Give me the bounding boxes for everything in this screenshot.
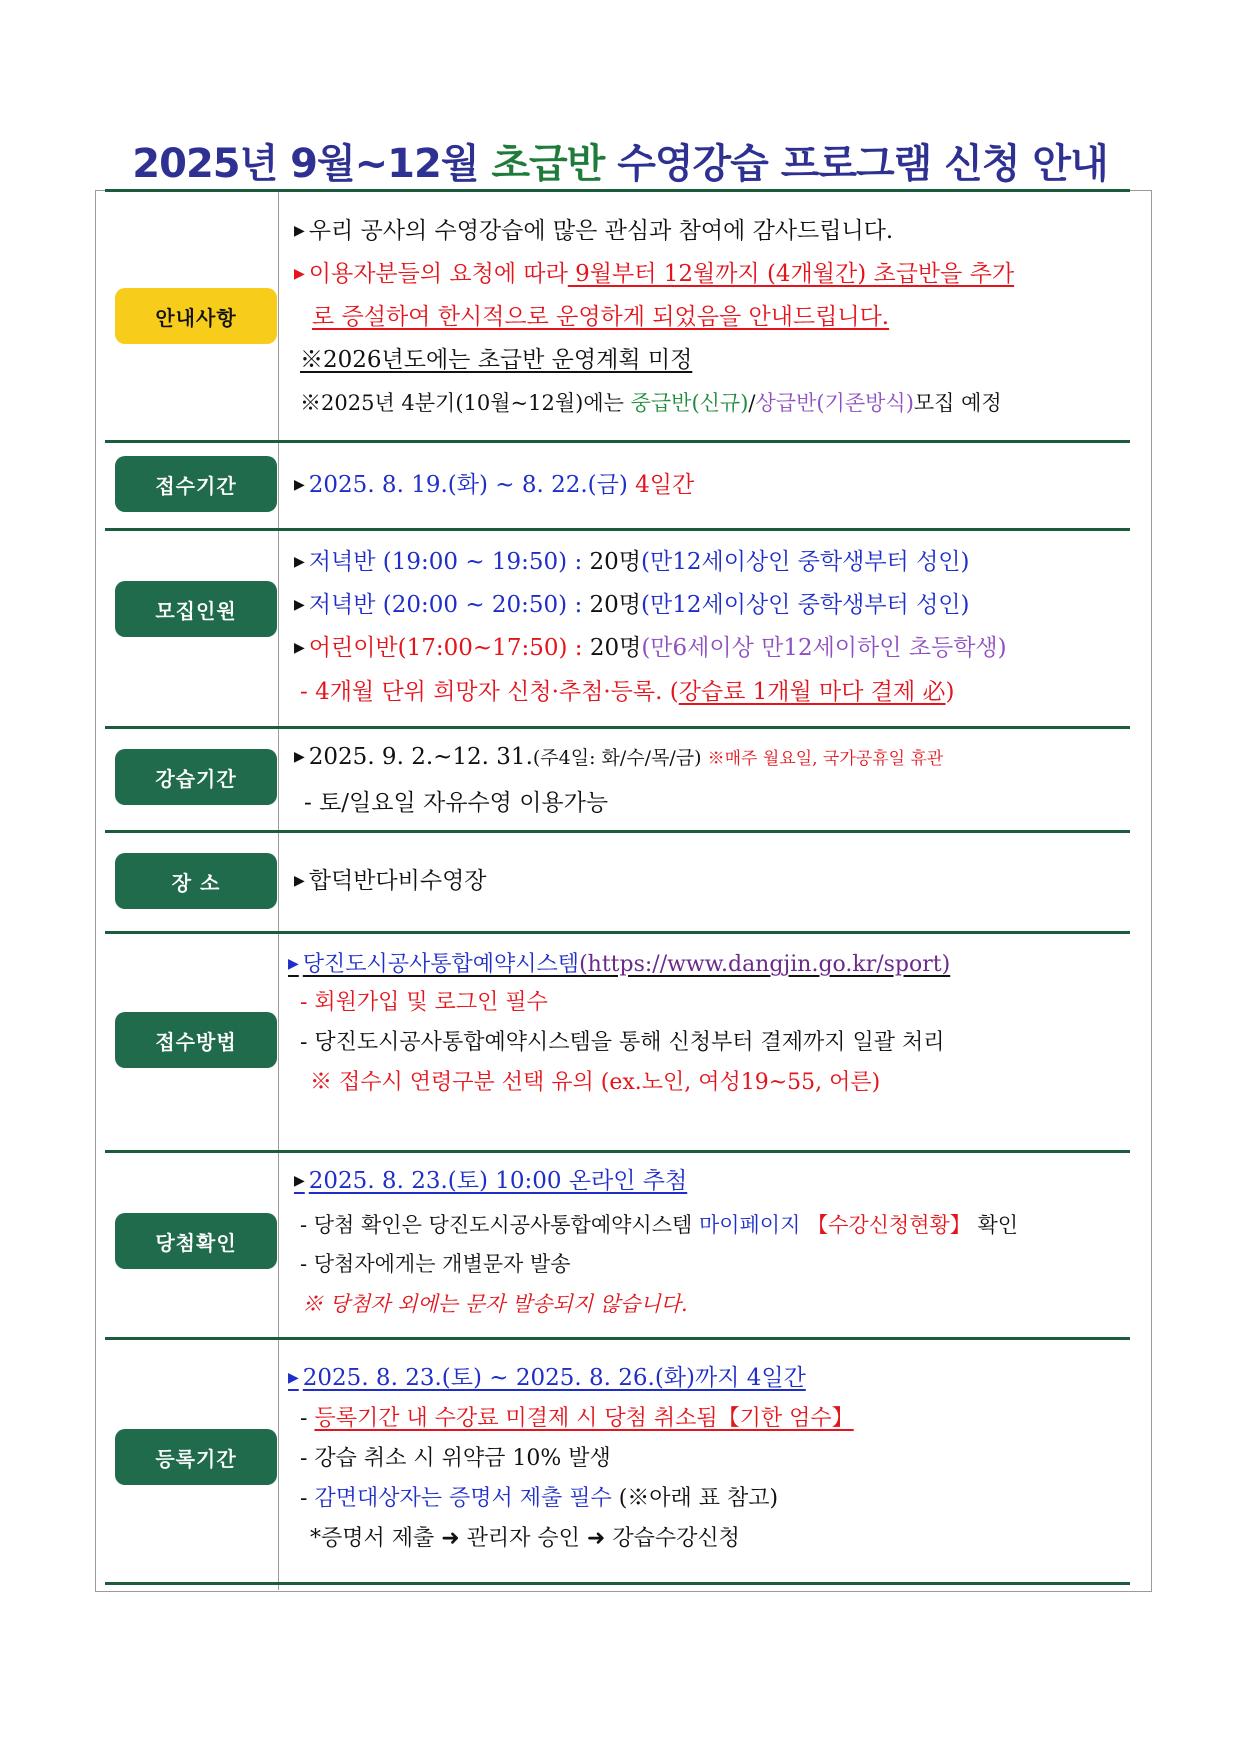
notice-line-4: ※2026년도에는 초급반 운영계획 미정 xyxy=(300,347,693,373)
row-divider xyxy=(105,1337,1130,1340)
row-divider xyxy=(105,528,1130,531)
notice-line-2: ▶ 이용자분들의 요청에 따라 9월부터 12월까지 (4개월간) 초급반을 추가 xyxy=(294,261,1015,287)
triangle-right-icon: ▶ xyxy=(294,554,305,570)
recruitment-row-3: ▶ 어린이반(17:00~17:50) : 20명(만6세이상 만12세이하인 초등학생) xyxy=(294,635,1007,661)
title-highlight: 초급반 xyxy=(491,141,605,187)
registration-line-5: *증명서 제출 ➜ 관리자 승인 ➜ 강습수강신청 xyxy=(310,1526,740,1551)
triangle-right-icon: ▶ xyxy=(294,597,305,613)
registration-line-1: ▶ 2025. 8. 23.(토) ~ 2025. 8. 26.(화)까지 4일간 xyxy=(288,1365,806,1391)
label-recruitment: 모집인원 xyxy=(115,581,277,637)
label-method: 접수방법 xyxy=(115,1012,277,1068)
triangle-right-icon: ▶ xyxy=(294,477,305,493)
recruitment-row-2: ▶ 저녁반 (20:00 ~ 20:50) : 20명(만12세이상인 중학생부터 성인) xyxy=(294,592,970,618)
triangle-right-icon: ▶ xyxy=(294,223,305,239)
recruitment-row-1: ▶ 저녁반 (19:00 ~ 19:50) : 20명(만12세이상인 중학생부터 성인) xyxy=(294,549,970,575)
label-notice: 안내사항 xyxy=(115,288,277,344)
lesson-period-line-2: - 토/일요일 자유수영 이용가능 xyxy=(304,790,609,816)
title-part-2: 수영강습 프로그램 신청 안내 xyxy=(604,141,1108,187)
notice-line-3: 로 증설하여 한시적으로 운영하게 되었음을 안내드립니다. xyxy=(312,304,890,330)
registration-line-2: - 등록기간 내 수강료 미결제 시 당첨 취소됨【기한 엄수】 xyxy=(300,1406,854,1431)
lesson-period-line-1: ▶ 2025. 9. 2.~12. 31.(주4일: 화/수/목/금) ※매주 월요일, 국가공휴일 휴관 xyxy=(294,744,944,770)
method-line-2: - 회원가입 및 로그인 필수 xyxy=(300,990,548,1015)
triangle-right-icon: ▶ xyxy=(288,1370,299,1386)
registration-line-3: - 강습 취소 시 위약금 10% 발생 xyxy=(300,1446,611,1471)
place-line: ▶ 합덕반다비수영장 xyxy=(294,868,487,894)
recruitment-row-4: - 4개월 단위 희망자 신청·추첨·등록. (강습료 1개월 마다 결제 必) xyxy=(300,679,955,705)
triangle-right-icon: ▶ xyxy=(294,266,305,282)
result-line-2: - 당첨 확인은 당진도시공사통합예약시스템 마이페이지 【수강신청현황】 확인 xyxy=(300,1213,1019,1237)
label-reception-period: 접수기간 xyxy=(115,456,277,512)
triangle-right-icon: ▶ xyxy=(294,1173,305,1189)
method-line-4: ※ 접수시 연령구분 선택 유의 (ex.노인, 여성19~55, 어른) xyxy=(310,1070,881,1095)
label-result: 당첨확인 xyxy=(115,1213,277,1269)
row-divider xyxy=(105,1582,1130,1585)
title-part-1: 2025년 9월~12월 xyxy=(132,141,492,187)
triangle-right-icon: ▶ xyxy=(294,873,305,889)
label-place: 장 소 xyxy=(115,853,277,909)
notice-line-1: ▶ 우리 공사의 수영강습에 많은 관심과 참여에 감사드립니다. xyxy=(294,218,894,244)
row-divider xyxy=(105,931,1130,934)
row-divider xyxy=(105,1150,1130,1153)
triangle-right-icon: ▶ xyxy=(294,749,305,765)
triangle-right-icon: ▶ xyxy=(294,640,305,656)
registration-line-4: - 감면대상자는 증명서 제출 필수 (※아래 표 참고) xyxy=(300,1486,779,1511)
triangle-right-icon: ▶ xyxy=(288,956,299,972)
result-line-3: - 당첨자에게는 개별문자 발송 xyxy=(300,1252,571,1276)
method-line-3: - 당진도시공사통합예약시스템을 통해 신청부터 결제까지 일괄 처리 xyxy=(300,1030,945,1055)
label-lesson-period: 강습기간 xyxy=(115,749,277,805)
row-divider xyxy=(105,726,1130,729)
label-registration: 등록기간 xyxy=(115,1429,277,1485)
row-divider xyxy=(105,440,1130,443)
row-divider xyxy=(105,189,1130,192)
result-line-1: ▶ 2025. 8. 23.(토) 10:00 온라인 추첨 xyxy=(294,1168,688,1194)
method-line-1: ▶ 당진도시공사통합예약시스템(https://www.dangjin.go.kr/sport) xyxy=(288,952,951,977)
notice-line-5: ※2025년 4분기(10월~12월)에는 중급반(신규)/상급반(기존방식)모집 예정 xyxy=(300,391,1002,415)
page-title xyxy=(0,132,1240,189)
reception-period-line: ▶ 2025. 8. 19.(화) ~ 8. 22.(금) 4일간 xyxy=(294,472,695,498)
column-divider xyxy=(278,190,279,1590)
row-divider xyxy=(105,830,1130,833)
result-line-4: ※ 당첨자 외에는 문자 발송되지 않습니다. xyxy=(302,1292,688,1316)
